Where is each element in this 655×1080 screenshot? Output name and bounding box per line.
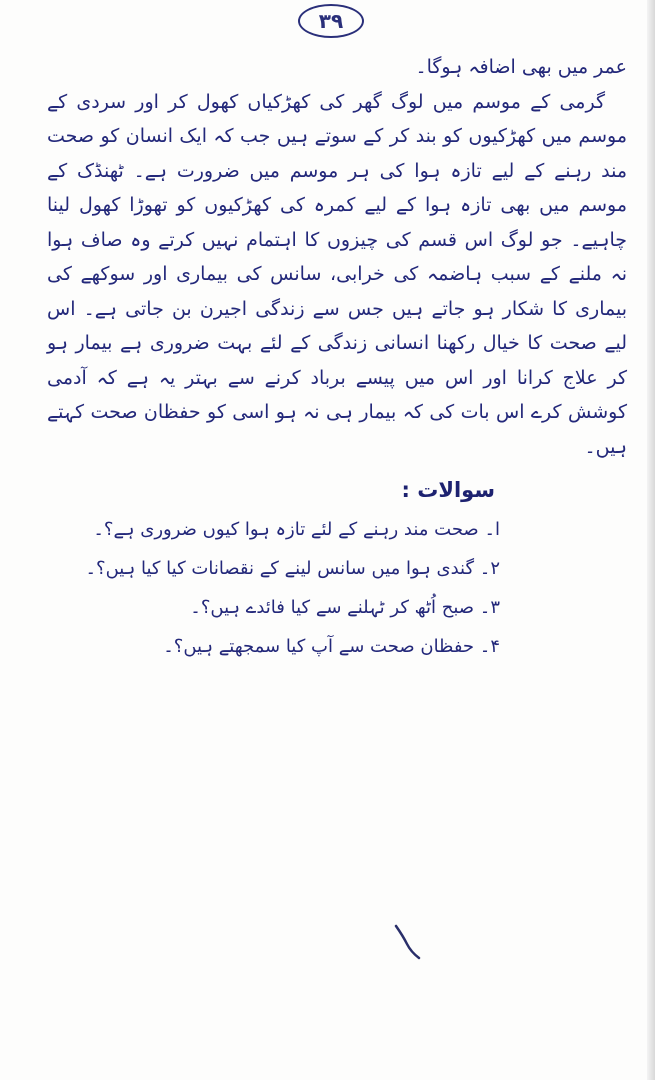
ink-mark [393,922,423,962]
paragraph-continuation: عمر میں بھی اضافہ ہوگا۔ [415,56,627,78]
question-item: ۳۔ صبح اُٹھ کر ٹہلنے سے کیا فائدے ہیں؟۔ [190,597,500,618]
page-edge-shadow [647,0,655,1080]
question-item: ۴۔ حفظان صحت سے آپ کیا سمجھتے ہیں؟۔ [163,636,500,657]
questions-heading: سوالات : [401,478,495,502]
question-item: ا۔ صحت مند رہنے کے لئے تازہ ہوا کیوں ضروری ہے؟۔ [93,519,500,540]
questions-list [80,510,500,666]
question-item: ۲۔ گندی ہوا میں سانس لینے کے نقصانات کیا کیا ہیں؟۔ [85,558,500,579]
page-number: ۳۹ [298,4,364,38]
body-text [47,50,627,464]
paragraph-fresh-air: گرمی کے موسم میں لوگ گھر کی کھڑکیاں کھول کر اور سردی کے موسم میں کھڑکیوں کو بند کر کے سوتے ہیں جب کہ ایک انسان کو صحت مند رہنے کے لیے تازہ ہوا کی ہر موسم میں ضرورت ہے۔ ٹھنڈک کے موسم میں بھی تازہ ہوا کے لیے کمرہ کی کھڑکیوں کو تھوڑا کھول لینا چاہیے۔ جو لوگ اس قسم کی چیزوں کا اہتمام نہیں کرتے وہ صاف ہوا نہ ملنے کے سبب ہاضمہ کی خرابی، سانس کی بیماری اور سوکھے کی بیماری کا شکار ہو جاتے ہیں جس سے زندگی اجیرن بن جاتی ہے۔ اس لیے صحت کا خیال رکھنا انسانی زندگی کے لئے بہت ضروری ہے بیمار ہو کر علاج کرانا اور اس میں پیسے برباد کرنے سے بہتر یہ ہے کہ آدمی کوشش کرے اس بات کی کہ بیمار ہی نہ ہو اسی کو حفظان صحت کہتے ہیں۔ [47,90,627,458]
